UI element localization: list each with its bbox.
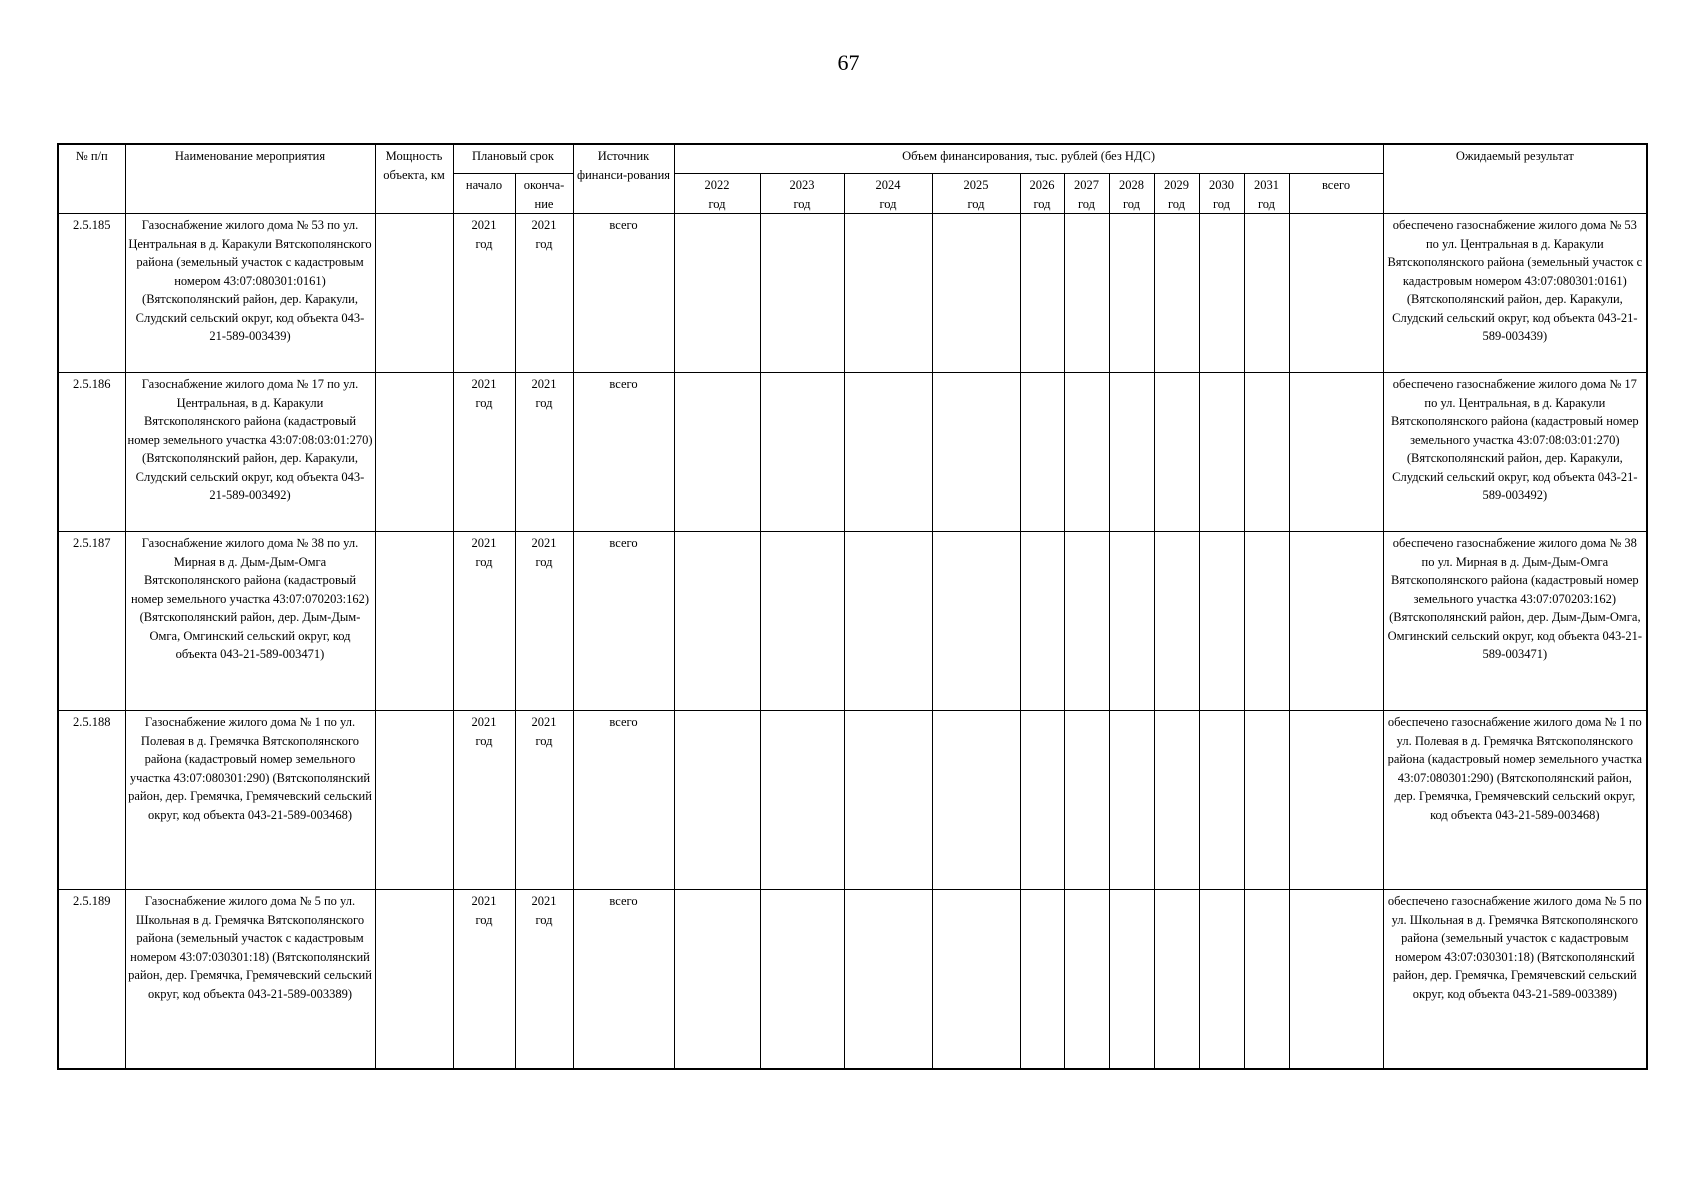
cell-2031	[1244, 214, 1289, 373]
header-result: Ожидаемый результат	[1383, 144, 1647, 214]
header-year-2023: 2023 год	[760, 174, 844, 214]
row-name: Газоснабжение жилого дома № 1 по ул. Полевая в д. Гремячка Вятскополянского района (кадастровый номер земельного участка 43:07:080301:290) (Вятскополянский район, дер. Гремячка, Гремячевский сельский округ, код объекта 043-21-589-003468)	[125, 711, 375, 890]
cell-2028	[1109, 214, 1154, 373]
cell-2028	[1109, 711, 1154, 890]
cell-2027	[1064, 532, 1109, 711]
cell-2027	[1064, 373, 1109, 532]
row-num: 2.5.186	[58, 373, 125, 532]
cell-2029	[1154, 890, 1199, 1070]
cell-2026	[1020, 711, 1064, 890]
cell-2025	[932, 532, 1020, 711]
cell-2023	[760, 532, 844, 711]
header-end: оконча-ние	[515, 174, 573, 214]
cell-2024	[844, 711, 932, 890]
row-result: обеспечено газоснабжение жилого дома № 38 по ул. Мирная в д. Дым-Дым-Омга Вятскополянского района (кадастровый номер земельного участка 43:07:070203:162) (Вятскополянский район, дер. Дым-Дым-Омга, Омгинский сельский округ, код объекта 043-21-589-003471)	[1383, 532, 1647, 711]
header-planned-term: Плановый срок	[453, 144, 573, 174]
row-source: всего	[573, 532, 674, 711]
cell-total	[1289, 890, 1383, 1070]
row-result: обеспечено газоснабжение жилого дома № 5 по ул. Школьная в д. Гремячка Вятскополянского района (земельный участок с кадастровым номером 43:07:030301:18) (Вятскополянский район, дер. Гремячка, Гремячевский сельский округ, код объекта 043-21-589-003389)	[1383, 890, 1647, 1070]
cell-2030	[1199, 532, 1244, 711]
row-start: 2021 год	[453, 373, 515, 532]
cell-2022	[674, 890, 760, 1070]
cell-2027	[1064, 890, 1109, 1070]
row-name: Газоснабжение жилого дома № 5 по ул. Школьная в д. Гремячка Вятскополянского района (земельный участок с кадастровым номером 43:07:030301:18) (Вятскополянский район, дер. Гремячка, Гремячевский сельский округ, код объекта 043-21-589-003389)	[125, 890, 375, 1070]
header-name: Наименование мероприятия	[125, 144, 375, 214]
cell-2025	[932, 711, 1020, 890]
cell-2024	[844, 890, 932, 1070]
row-capacity	[375, 373, 453, 532]
funding-table	[57, 143, 1648, 1070]
cell-2023	[760, 890, 844, 1070]
page-number: 67	[837, 50, 860, 75]
header-year-2029: 2029 год	[1154, 174, 1199, 214]
cell-2022	[674, 532, 760, 711]
header-capacity: Мощность объекта, км	[375, 144, 453, 214]
row-result: обеспечено газоснабжение жилого дома № 53 по ул. Центральная в д. Каракули Вятскополянского района (земельный участок с кадастровым номером 43:07:080301:0161) (Вятскополянский район, дер. Каракули, Слудский сельский округ, код объекта 043-21-589-003439)	[1383, 214, 1647, 373]
header-funding: Объем финансирования, тыс. рублей (без НДС)	[674, 144, 1383, 174]
table-row	[58, 711, 1647, 890]
row-num: 2.5.188	[58, 711, 125, 890]
cell-2027	[1064, 711, 1109, 890]
row-capacity	[375, 532, 453, 711]
row-start: 2021 год	[453, 890, 515, 1070]
row-num: 2.5.187	[58, 532, 125, 711]
cell-2022	[674, 373, 760, 532]
row-end: 2021 год	[515, 890, 573, 1070]
row-start: 2021 год	[453, 214, 515, 373]
row-capacity	[375, 890, 453, 1070]
cell-2023	[760, 373, 844, 532]
row-num: 2.5.185	[58, 214, 125, 373]
cell-2022	[674, 711, 760, 890]
header-year-2031: 2031 год	[1244, 174, 1289, 214]
cell-2026	[1020, 373, 1064, 532]
cell-2023	[760, 711, 844, 890]
header-source: Источник финанси-рования	[573, 144, 674, 214]
header-year-2027: 2027 год	[1064, 174, 1109, 214]
row-end: 2021 год	[515, 214, 573, 373]
cell-2024	[844, 532, 932, 711]
cell-2030	[1199, 711, 1244, 890]
header-total: всего	[1289, 174, 1383, 214]
header-year-2022: 2022 год	[674, 174, 760, 214]
header-year-2028: 2028 год	[1109, 174, 1154, 214]
cell-2030	[1199, 214, 1244, 373]
row-name: Газоснабжение жилого дома № 38 по ул. Мирная в д. Дым-Дым-Омга Вятскополянского района (кадастровый номер земельного участка 43:07:070203:162) (Вятскополянский район, дер. Дым-Дым-Омга, Омгинский сельский округ, код объекта 043-21-589-003471)	[125, 532, 375, 711]
row-source: всего	[573, 373, 674, 532]
cell-2031	[1244, 711, 1289, 890]
cell-2024	[844, 214, 932, 373]
row-name: Газоснабжение жилого дома № 53 по ул. Центральная в д. Каракули Вятскополянского района (земельный участок с кадастровым номером 43:07:080301:0161) (Вятскополянский район, дер. Каракули, Слудский сельский округ, код объекта 043-21-589-003439)	[125, 214, 375, 373]
cell-2028	[1109, 373, 1154, 532]
table-row	[58, 890, 1647, 1070]
cell-2028	[1109, 532, 1154, 711]
table-row	[58, 214, 1647, 373]
row-end: 2021 год	[515, 711, 573, 890]
cell-total	[1289, 373, 1383, 532]
row-capacity	[375, 711, 453, 890]
cell-2029	[1154, 373, 1199, 532]
table-row	[58, 373, 1647, 532]
cell-2024	[844, 373, 932, 532]
header-num: № п/п	[58, 144, 125, 214]
row-start: 2021 год	[453, 532, 515, 711]
cell-2031	[1244, 890, 1289, 1070]
cell-2027	[1064, 214, 1109, 373]
header-year-2026: 2026 год	[1020, 174, 1064, 214]
row-end: 2021 год	[515, 532, 573, 711]
cell-total	[1289, 711, 1383, 890]
cell-2022	[674, 214, 760, 373]
row-capacity	[375, 214, 453, 373]
cell-2028	[1109, 890, 1154, 1070]
cell-2025	[932, 373, 1020, 532]
header-start: начало	[453, 174, 515, 214]
cell-2026	[1020, 214, 1064, 373]
cell-2031	[1244, 532, 1289, 711]
row-start: 2021 год	[453, 711, 515, 890]
header-year-2024: 2024 год	[844, 174, 932, 214]
row-result: обеспечено газоснабжение жилого дома № 17 по ул. Центральная, в д. Каракули Вятскополянского района (кадастровый номер земельного участка 43:07:08:03:01:270) (Вятскополянский район, дер. Каракули, Слудский сельский округ, код объекта 043-21-589-003492)	[1383, 373, 1647, 532]
cell-total	[1289, 532, 1383, 711]
cell-2026	[1020, 890, 1064, 1070]
row-result: обеспечено газоснабжение жилого дома № 1 по ул. Полевая в д. Гремячка Вятскополянского района (кадастровый номер земельного участка 43:07:080301:290) (Вятскополянский район, дер. Гремячка, Гремячевский сельский округ, код объекта 043-21-589-003468)	[1383, 711, 1647, 890]
cell-2025	[932, 890, 1020, 1070]
row-name: Газоснабжение жилого дома № 17 по ул. Центральная, в д. Каракули Вятскополянского района (кадастровый номер земельного участка 43:07:08:03:01:270) (Вятскополянский район, дер. Каракули, Слудский сельский округ, код объекта 043-21-589-003492)	[125, 373, 375, 532]
row-end: 2021 год	[515, 373, 573, 532]
row-source: всего	[573, 890, 674, 1070]
table-row	[58, 532, 1647, 711]
cell-2025	[932, 214, 1020, 373]
cell-2029	[1154, 532, 1199, 711]
cell-2023	[760, 214, 844, 373]
cell-2030	[1199, 890, 1244, 1070]
row-num: 2.5.189	[58, 890, 125, 1070]
cell-2026	[1020, 532, 1064, 711]
row-source: всего	[573, 214, 674, 373]
cell-total	[1289, 214, 1383, 373]
header-year-2025: 2025 год	[932, 174, 1020, 214]
cell-2030	[1199, 373, 1244, 532]
header-year-2030: 2030 год	[1199, 174, 1244, 214]
cell-2031	[1244, 373, 1289, 532]
row-source: всего	[573, 711, 674, 890]
cell-2029	[1154, 711, 1199, 890]
cell-2029	[1154, 214, 1199, 373]
